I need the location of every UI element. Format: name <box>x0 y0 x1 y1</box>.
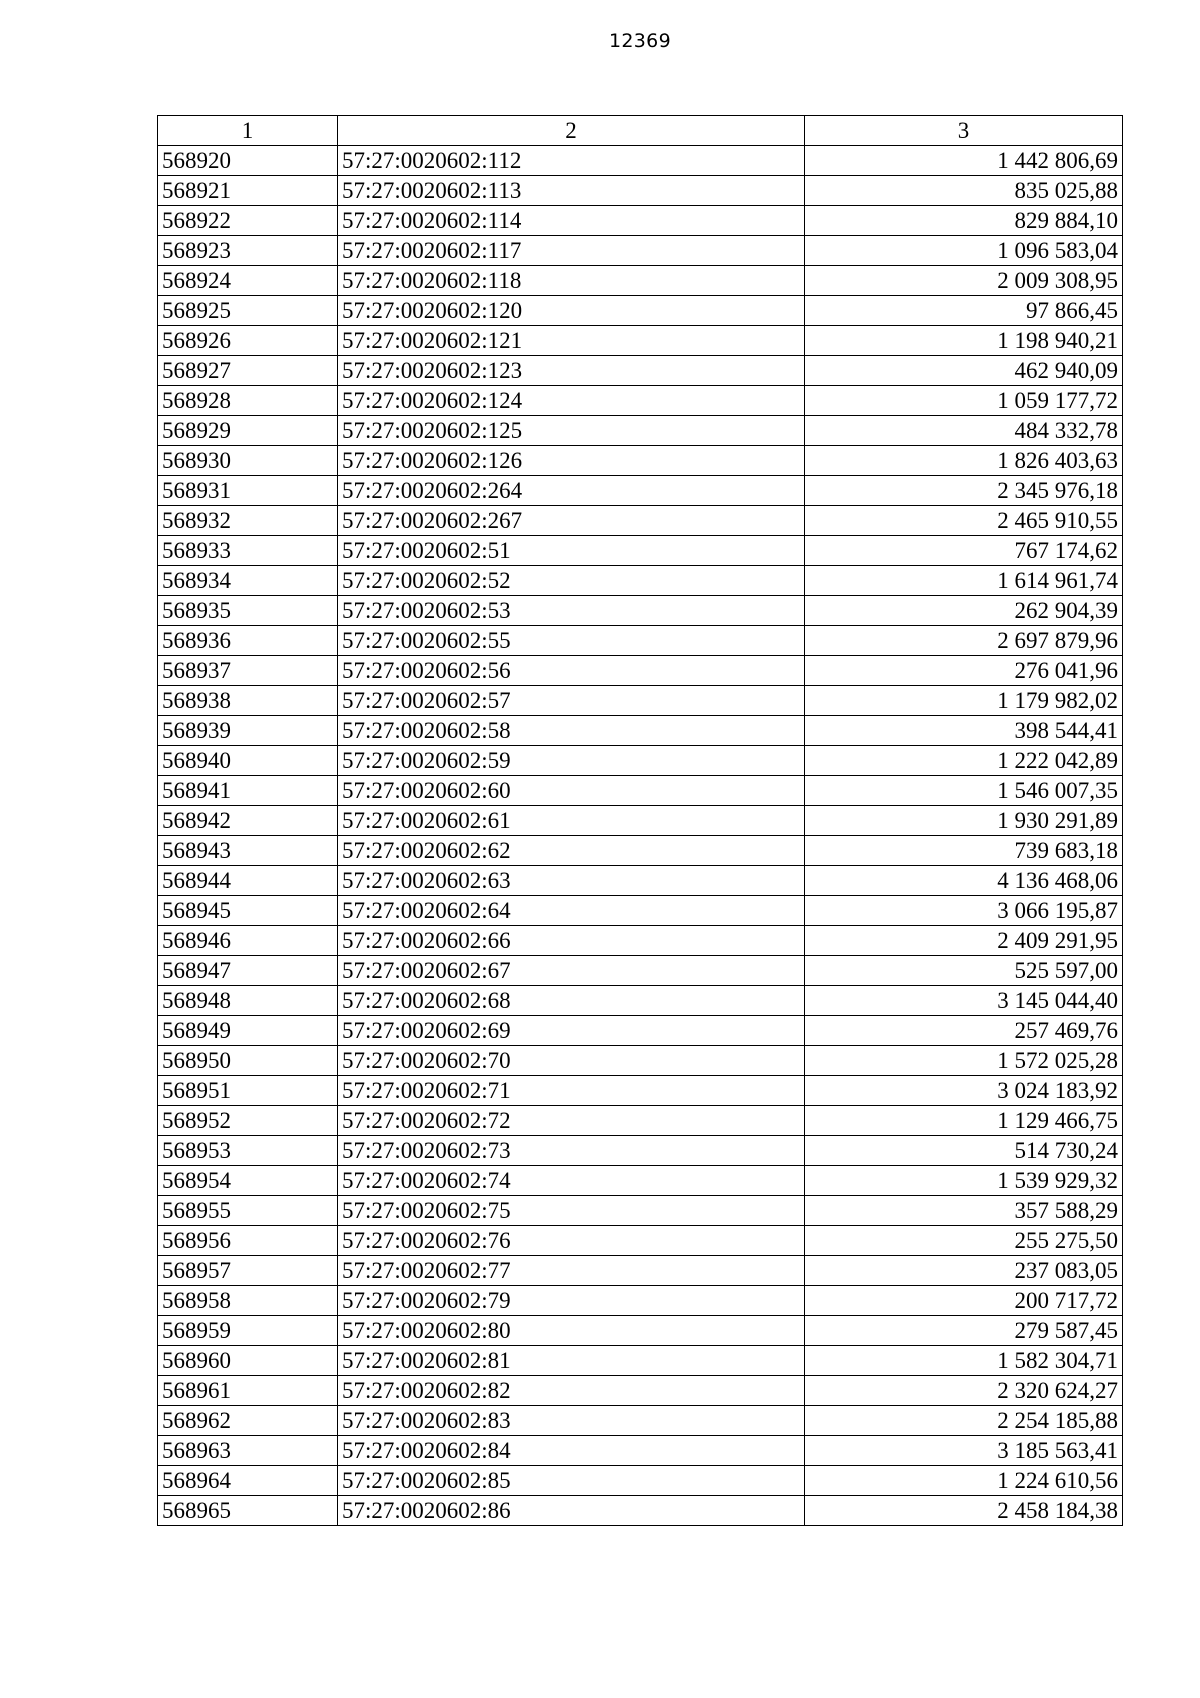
table-row <box>158 326 1123 356</box>
cadastral-value-cell: 1 539 929,32 <box>805 1166 1123 1196</box>
row-number-cell: 568950 <box>158 1046 338 1076</box>
cadastral-value-cell: 1 826 403,63 <box>805 446 1123 476</box>
table-row <box>158 896 1123 926</box>
cadastral-value-cell: 1 546 007,35 <box>805 776 1123 806</box>
row-number-cell: 568922 <box>158 206 338 236</box>
row-number-cell: 568927 <box>158 356 338 386</box>
cadastral-number-cell: 57:27:0020602:62 <box>338 836 805 866</box>
row-number-cell: 568954 <box>158 1166 338 1196</box>
cadastral-number-cell: 57:27:0020602:120 <box>338 296 805 326</box>
cadastral-number-cell: 57:27:0020602:264 <box>338 476 805 506</box>
cadastral-value-cell: 279 587,45 <box>805 1316 1123 1346</box>
cadastral-number-cell: 57:27:0020602:81 <box>338 1346 805 1376</box>
cadastral-value-cell: 1 582 304,71 <box>805 1346 1123 1376</box>
cadastral-number-cell: 57:27:0020602:61 <box>338 806 805 836</box>
row-number-cell: 568960 <box>158 1346 338 1376</box>
row-number-cell: 568943 <box>158 836 338 866</box>
row-number-cell: 568928 <box>158 386 338 416</box>
table-row <box>158 716 1123 746</box>
row-number-cell: 568934 <box>158 566 338 596</box>
cadastral-number-cell: 57:27:0020602:79 <box>338 1286 805 1316</box>
table-row <box>158 266 1123 296</box>
cadastral-number-cell: 57:27:0020602:68 <box>338 986 805 1016</box>
row-number-cell: 568944 <box>158 866 338 896</box>
table-row <box>158 236 1123 266</box>
table-row <box>158 1496 1123 1526</box>
row-number-cell: 568957 <box>158 1256 338 1286</box>
table-row <box>158 1106 1123 1136</box>
table-row <box>158 1466 1123 1496</box>
table-row <box>158 806 1123 836</box>
table-body <box>158 146 1123 1526</box>
row-number-cell: 568941 <box>158 776 338 806</box>
cadastral-number-cell: 57:27:0020602:113 <box>338 176 805 206</box>
table-row <box>158 626 1123 656</box>
row-number-cell: 568930 <box>158 446 338 476</box>
row-number-cell: 568951 <box>158 1076 338 1106</box>
cadastral-number-cell: 57:27:0020602:84 <box>338 1436 805 1466</box>
cadastral-number-cell: 57:27:0020602:72 <box>338 1106 805 1136</box>
row-number-cell: 568965 <box>158 1496 338 1526</box>
row-number-cell: 568952 <box>158 1106 338 1136</box>
row-number-cell: 568938 <box>158 686 338 716</box>
cadastral-number-cell: 57:27:0020602:83 <box>338 1406 805 1436</box>
cadastral-value-cell: 257 469,76 <box>805 1016 1123 1046</box>
table-row <box>158 1316 1123 1346</box>
cadastral-value-cell: 3 024 183,92 <box>805 1076 1123 1106</box>
row-number-cell: 568942 <box>158 806 338 836</box>
row-number-cell: 568953 <box>158 1136 338 1166</box>
row-number-cell: 568923 <box>158 236 338 266</box>
table-row <box>158 296 1123 326</box>
cadastral-value-cell: 2 345 976,18 <box>805 476 1123 506</box>
cadastral-value-cell: 835 025,88 <box>805 176 1123 206</box>
table-row <box>158 476 1123 506</box>
column-header-3: 3 <box>805 116 1123 146</box>
cadastral-number-cell: 57:27:0020602:52 <box>338 566 805 596</box>
row-number-cell: 568961 <box>158 1376 338 1406</box>
row-number-cell: 568948 <box>158 986 338 1016</box>
cadastral-number-cell: 57:27:0020602:66 <box>338 926 805 956</box>
cadastral-value-cell: 484 332,78 <box>805 416 1123 446</box>
cadastral-number-cell: 57:27:0020602:69 <box>338 1016 805 1046</box>
cadastral-value-cell: 1 930 291,89 <box>805 806 1123 836</box>
table-row <box>158 146 1123 176</box>
table-row <box>158 506 1123 536</box>
row-number-cell: 568949 <box>158 1016 338 1046</box>
cadastral-number-cell: 57:27:0020602:267 <box>338 506 805 536</box>
table-row <box>158 1166 1123 1196</box>
row-number-cell: 568947 <box>158 956 338 986</box>
cadastral-value-cell: 1 179 982,02 <box>805 686 1123 716</box>
table-row <box>158 1226 1123 1256</box>
row-number-cell: 568939 <box>158 716 338 746</box>
cadastral-number-cell: 57:27:0020602:80 <box>338 1316 805 1346</box>
cadastral-number-cell: 57:27:0020602:67 <box>338 956 805 986</box>
cadastral-number-cell: 57:27:0020602:112 <box>338 146 805 176</box>
row-number-cell: 568945 <box>158 896 338 926</box>
row-number-cell: 568956 <box>158 1226 338 1256</box>
cadastral-value-cell: 829 884,10 <box>805 206 1123 236</box>
cadastral-value-cell: 514 730,24 <box>805 1136 1123 1166</box>
cadastral-value-cell: 1 572 025,28 <box>805 1046 1123 1076</box>
cadastral-value-cell: 357 588,29 <box>805 1196 1123 1226</box>
cadastral-number-cell: 57:27:0020602:76 <box>338 1226 805 1256</box>
row-number-cell: 568931 <box>158 476 338 506</box>
row-number-cell: 568963 <box>158 1436 338 1466</box>
row-number-cell: 568962 <box>158 1406 338 1436</box>
cadastral-value-cell: 1 614 961,74 <box>805 566 1123 596</box>
cadastral-number-cell: 57:27:0020602:71 <box>338 1076 805 1106</box>
table-row <box>158 776 1123 806</box>
cadastral-number-cell: 57:27:0020602:51 <box>338 536 805 566</box>
cadastral-value-cell: 97 866,45 <box>805 296 1123 326</box>
row-number-cell: 568932 <box>158 506 338 536</box>
cadastral-value-cell: 767 174,62 <box>805 536 1123 566</box>
cadastral-number-cell: 57:27:0020602:56 <box>338 656 805 686</box>
cadastral-number-cell: 57:27:0020602:73 <box>338 1136 805 1166</box>
table-row <box>158 536 1123 566</box>
cadastral-number-cell: 57:27:0020602:114 <box>338 206 805 236</box>
row-number-cell: 568959 <box>158 1316 338 1346</box>
table-row <box>158 1406 1123 1436</box>
table-row <box>158 596 1123 626</box>
row-number-cell: 568940 <box>158 746 338 776</box>
cadastral-value-cell: 262 904,39 <box>805 596 1123 626</box>
cadastral-number-cell: 57:27:0020602:64 <box>338 896 805 926</box>
cadastral-value-cell: 525 597,00 <box>805 956 1123 986</box>
row-number-cell: 568964 <box>158 1466 338 1496</box>
table-row <box>158 866 1123 896</box>
table-row <box>158 446 1123 476</box>
cadastral-number-cell: 57:27:0020602:59 <box>338 746 805 776</box>
table-row <box>158 956 1123 986</box>
cadastral-value-cell: 2 009 308,95 <box>805 266 1123 296</box>
row-number-cell: 568935 <box>158 596 338 626</box>
cadastral-number-cell: 57:27:0020602:85 <box>338 1466 805 1496</box>
cadastral-number-cell: 57:27:0020602:117 <box>338 236 805 266</box>
row-number-cell: 568924 <box>158 266 338 296</box>
table-row <box>158 1376 1123 1406</box>
page-number: 12369 <box>609 30 671 52</box>
cadastral-value-cell: 1 198 940,21 <box>805 326 1123 356</box>
table-row <box>158 1136 1123 1166</box>
cadastral-value-cell: 1 222 042,89 <box>805 746 1123 776</box>
table-row <box>158 1256 1123 1286</box>
cadastral-value-cell: 739 683,18 <box>805 836 1123 866</box>
table-row <box>158 926 1123 956</box>
cadastral-number-cell: 57:27:0020602:126 <box>338 446 805 476</box>
cadastral-value-cell: 255 275,50 <box>805 1226 1123 1256</box>
table-row <box>158 566 1123 596</box>
row-number-cell: 568921 <box>158 176 338 206</box>
row-number-cell: 568958 <box>158 1286 338 1316</box>
table-row <box>158 1196 1123 1226</box>
row-number-cell: 568933 <box>158 536 338 566</box>
row-number-cell: 568936 <box>158 626 338 656</box>
cadastral-number-cell: 57:27:0020602:121 <box>338 326 805 356</box>
cadastral-value-cell: 3 066 195,87 <box>805 896 1123 926</box>
table-row <box>158 416 1123 446</box>
cadastral-number-cell: 57:27:0020602:75 <box>338 1196 805 1226</box>
row-number-cell: 568937 <box>158 656 338 686</box>
cadastral-value-cell: 1 442 806,69 <box>805 146 1123 176</box>
cadastral-number-cell: 57:27:0020602:53 <box>338 596 805 626</box>
table-row <box>158 386 1123 416</box>
table-row <box>158 686 1123 716</box>
cadastral-number-cell: 57:27:0020602:118 <box>338 266 805 296</box>
cadastral-number-cell: 57:27:0020602:58 <box>338 716 805 746</box>
cadastral-value-cell: 398 544,41 <box>805 716 1123 746</box>
table-row <box>158 1076 1123 1106</box>
table-row <box>158 656 1123 686</box>
row-number-cell: 568926 <box>158 326 338 356</box>
row-number-cell: 568929 <box>158 416 338 446</box>
cadastral-number-cell: 57:27:0020602:74 <box>338 1166 805 1196</box>
cadastral-value-cell: 3 185 563,41 <box>805 1436 1123 1466</box>
cadastral-number-cell: 57:27:0020602:77 <box>338 1256 805 1286</box>
cadastral-value-cell: 2 697 879,96 <box>805 626 1123 656</box>
table-row <box>158 986 1123 1016</box>
table-header-row <box>158 116 1123 146</box>
column-header-1: 1 <box>158 116 338 146</box>
cadastral-value-cell: 4 136 468,06 <box>805 866 1123 896</box>
cadastral-number-cell: 57:27:0020602:70 <box>338 1046 805 1076</box>
cadastral-value-cell: 3 145 044,40 <box>805 986 1123 1016</box>
cadastral-number-cell: 57:27:0020602:55 <box>338 626 805 656</box>
cadastral-value-cell: 2 409 291,95 <box>805 926 1123 956</box>
cadastral-number-cell: 57:27:0020602:82 <box>338 1376 805 1406</box>
cadastral-number-cell: 57:27:0020602:86 <box>338 1496 805 1526</box>
cadastral-value-cell: 1 129 466,75 <box>805 1106 1123 1136</box>
cadastral-value-cell: 276 041,96 <box>805 656 1123 686</box>
table-row <box>158 1286 1123 1316</box>
row-number-cell: 568946 <box>158 926 338 956</box>
table-row <box>158 356 1123 386</box>
row-number-cell: 568925 <box>158 296 338 326</box>
cadastral-number-cell: 57:27:0020602:57 <box>338 686 805 716</box>
row-number-cell: 568955 <box>158 1196 338 1226</box>
row-number-cell: 568920 <box>158 146 338 176</box>
cadastral-value-cell: 1 059 177,72 <box>805 386 1123 416</box>
column-header-2: 2 <box>338 116 805 146</box>
cadastral-number-cell: 57:27:0020602:123 <box>338 356 805 386</box>
table-row <box>158 1016 1123 1046</box>
cadastral-value-cell: 1 096 583,04 <box>805 236 1123 266</box>
table-row <box>158 1436 1123 1466</box>
cadastral-value-cell: 1 224 610,56 <box>805 1466 1123 1496</box>
table-row <box>158 206 1123 236</box>
cadastral-value-cell: 2 465 910,55 <box>805 506 1123 536</box>
cadastral-value-cell: 200 717,72 <box>805 1286 1123 1316</box>
cadastral-number-cell: 57:27:0020602:60 <box>338 776 805 806</box>
table-row <box>158 836 1123 866</box>
cadastral-value-cell: 2 320 624,27 <box>805 1376 1123 1406</box>
table-row <box>158 176 1123 206</box>
cadastral-value-table <box>157 115 1123 1526</box>
cadastral-value-cell: 237 083,05 <box>805 1256 1123 1286</box>
table-row <box>158 746 1123 776</box>
cadastral-value-cell: 2 458 184,38 <box>805 1496 1123 1526</box>
cadastral-number-cell: 57:27:0020602:125 <box>338 416 805 446</box>
table-row <box>158 1346 1123 1376</box>
cadastral-value-cell: 2 254 185,88 <box>805 1406 1123 1436</box>
cadastral-number-cell: 57:27:0020602:124 <box>338 386 805 416</box>
table-row <box>158 1046 1123 1076</box>
cadastral-number-cell: 57:27:0020602:63 <box>338 866 805 896</box>
cadastral-value-cell: 462 940,09 <box>805 356 1123 386</box>
